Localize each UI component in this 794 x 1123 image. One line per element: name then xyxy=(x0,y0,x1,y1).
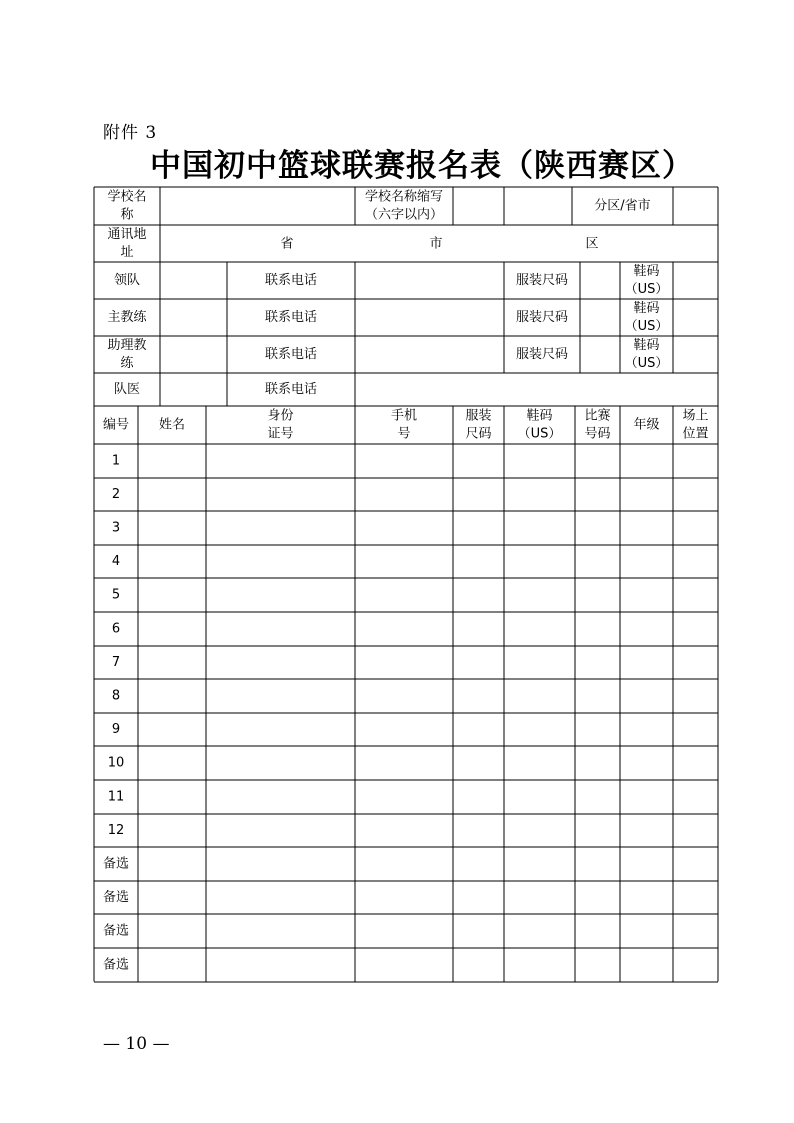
staff-phone-label: 联系电话 xyxy=(264,273,318,288)
address-label: 通讯地 xyxy=(107,227,147,242)
player-row-number: 备选 xyxy=(102,856,130,872)
player-header-cell: 场上 xyxy=(682,408,709,424)
player-row-number: 10 xyxy=(107,755,125,771)
player-row-number: 备选 xyxy=(102,890,130,906)
staff-shoe-size-label: （US） xyxy=(624,282,669,297)
player-header-cell: 号码 xyxy=(584,426,611,442)
player-row-number: 12 xyxy=(107,822,125,838)
player-header-cell: 编号 xyxy=(102,417,130,433)
address-city-label: 市 xyxy=(429,236,443,252)
player-row-number: 备选 xyxy=(102,923,130,939)
staff-shoe-size-label: （US） xyxy=(624,319,669,334)
staff-phone-label: 联系电话 xyxy=(264,382,318,397)
staff-shoe-size-label: 鞋码 xyxy=(633,338,660,353)
player-row-number: 6 xyxy=(111,621,121,637)
address-province-label: 省 xyxy=(280,236,294,252)
player-row-number: 1 xyxy=(111,453,121,469)
player-row-number: 4 xyxy=(111,554,121,570)
staff-uniform-size-label: 服装尺码 xyxy=(515,310,569,325)
school-name-label: 称 xyxy=(120,207,134,223)
school-short-name-label: 学校名称缩写 xyxy=(364,189,444,205)
player-header-cell: （US） xyxy=(517,426,562,442)
attachment-label: 附件 3 xyxy=(103,123,158,143)
staff-shoe-size-label: 鞋码 xyxy=(633,301,660,316)
staff-role-label: 队医 xyxy=(113,382,141,397)
player-row-number: 7 xyxy=(111,654,121,670)
player-row-number: 11 xyxy=(107,789,125,805)
player-header-cell: 位置 xyxy=(682,426,709,442)
staff-role-label: 练 xyxy=(120,356,134,371)
player-row-number: 9 xyxy=(111,722,121,738)
player-header-cell: 身份 xyxy=(267,408,294,424)
staff-role-label: 助理教 xyxy=(107,338,147,353)
staff-shoe-size-label: （US） xyxy=(624,356,669,371)
page-number: — 10 — xyxy=(103,1034,170,1054)
school-name-label: 学校名 xyxy=(107,189,147,205)
division-label: 分区/省市 xyxy=(594,198,651,214)
player-header-cell: 号 xyxy=(397,426,411,442)
player-header-cell: 手机 xyxy=(390,408,418,424)
staff-phone-label: 联系电话 xyxy=(264,310,318,325)
player-header-cell: 尺码 xyxy=(465,426,492,442)
staff-role-label: 领队 xyxy=(113,273,141,288)
form-title: 中国初中篮球联赛报名表（陕西赛区） xyxy=(150,148,694,184)
staff-shoe-size-label: 鞋码 xyxy=(633,264,660,279)
staff-role-label: 主教练 xyxy=(107,310,147,325)
player-row-number: 3 xyxy=(111,520,121,536)
player-header-cell: 鞋码 xyxy=(526,408,553,424)
player-row-number: 备选 xyxy=(102,957,130,973)
address-district-label: 区 xyxy=(585,236,599,252)
staff-phone-label: 联系电话 xyxy=(264,347,318,362)
player-header-cell: 姓名 xyxy=(158,417,186,433)
staff-uniform-size-label: 服装尺码 xyxy=(515,347,569,362)
player-row-number: 8 xyxy=(111,688,121,704)
address-label: 址 xyxy=(120,245,134,260)
player-row-number: 2 xyxy=(111,486,121,502)
player-header-cell: 年级 xyxy=(633,417,660,433)
staff-uniform-size-label: 服装尺码 xyxy=(515,273,569,288)
player-header-cell: 比赛 xyxy=(584,408,611,424)
player-header-cell: 服装 xyxy=(465,408,492,424)
player-row-number: 5 xyxy=(111,587,121,603)
school-short-name-label: （六字以内） xyxy=(364,207,444,223)
player-header-cell: 证号 xyxy=(267,426,294,442)
